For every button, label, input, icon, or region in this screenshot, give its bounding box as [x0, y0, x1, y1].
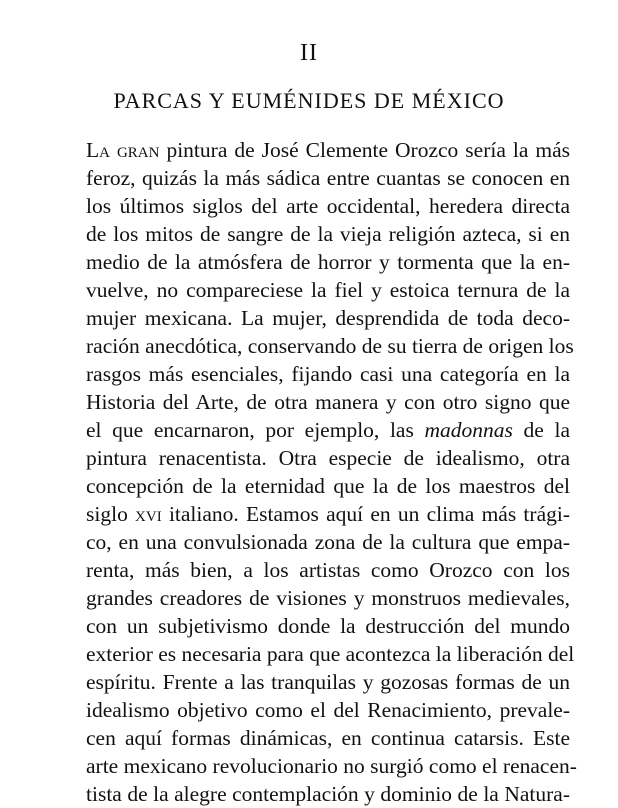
paragraph-line: pintura renacentista. Otra especie de idealismo, otra — [86, 446, 570, 470]
century-small-caps: xvi — [135, 502, 162, 526]
paragraph-line: grandes creadores de visiones y monstruos medievales, — [86, 586, 570, 610]
paragraph-line: los últimos siglos del arte occidental, heredera directa — [86, 194, 570, 218]
paragraph-line: con un subjetivismo donde la destrucción del mundo — [86, 614, 570, 638]
paragraph-line: medio de la atmósfera de horror y tormenta que la en- — [86, 250, 570, 274]
paragraph-line: mujer mexicana. La mujer, desprendida de toda deco- — [86, 306, 570, 330]
paragraph-line: de los mitos de sangre de la vieja religión azteca, si en — [86, 222, 570, 246]
paragraph-line: renta, más bien, a los artistas como Orozco con los — [86, 558, 570, 582]
paragraph-line: vuelve, no compareciese la fiel y estoica ternura de la — [86, 278, 570, 302]
paragraph-line: Historia del Arte, de otra manera y con otro signo que — [86, 390, 570, 414]
paragraph-line: siglo xvi italiano. Estamos aquí en un clima más trági- — [86, 502, 570, 526]
paragraph-line: arte mexicano revolucionario no surgió como el renacen- — [86, 754, 577, 778]
paragraph-line: rasgos más esenciales, fijando casi una categoría en la — [86, 362, 570, 386]
paragraph-line: exterior es necesaria para que acontezca la liberación del — [86, 642, 575, 666]
chapter-title: PARCAS Y EUMÉNIDES DE MÉXICO — [113, 88, 505, 113]
chapter-number: II — [300, 40, 318, 66]
paragraph-line: cen aquí formas dinámicas, en continua catarsis. Este — [86, 726, 570, 750]
paragraph-line: La gran pintura de José Clemente Orozco sería la más — [86, 138, 570, 162]
paragraph-line: ración anecdótica, conservando de su tierra de origen los — [86, 334, 574, 358]
chapter-paragraph — [86, 136, 577, 808]
paragraph-line: tista de la alegre contemplación y dominio de la Natura- — [86, 782, 570, 806]
paragraph-line: espíritu. Frente a las tranquilas y gozosas formas de un — [86, 670, 570, 694]
paragraph-line: co, en una convulsionada zona de la cultura que empa- — [86, 530, 570, 554]
paragraph-line: el que encarnaron, por ejemplo, las madonnas de la — [86, 418, 570, 442]
paragraph-line: concepción de la eternidad que la de los maestros del — [86, 474, 570, 498]
paragraph-line: feroz, quizás la más sádica entre cuantas se conocen en — [86, 166, 570, 190]
italic-word: madonnas — [424, 418, 513, 442]
opening-small-caps: La gran — [86, 138, 160, 162]
paragraph-line: idealismo objetivo como el del Renacimiento, prevale- — [86, 698, 570, 722]
